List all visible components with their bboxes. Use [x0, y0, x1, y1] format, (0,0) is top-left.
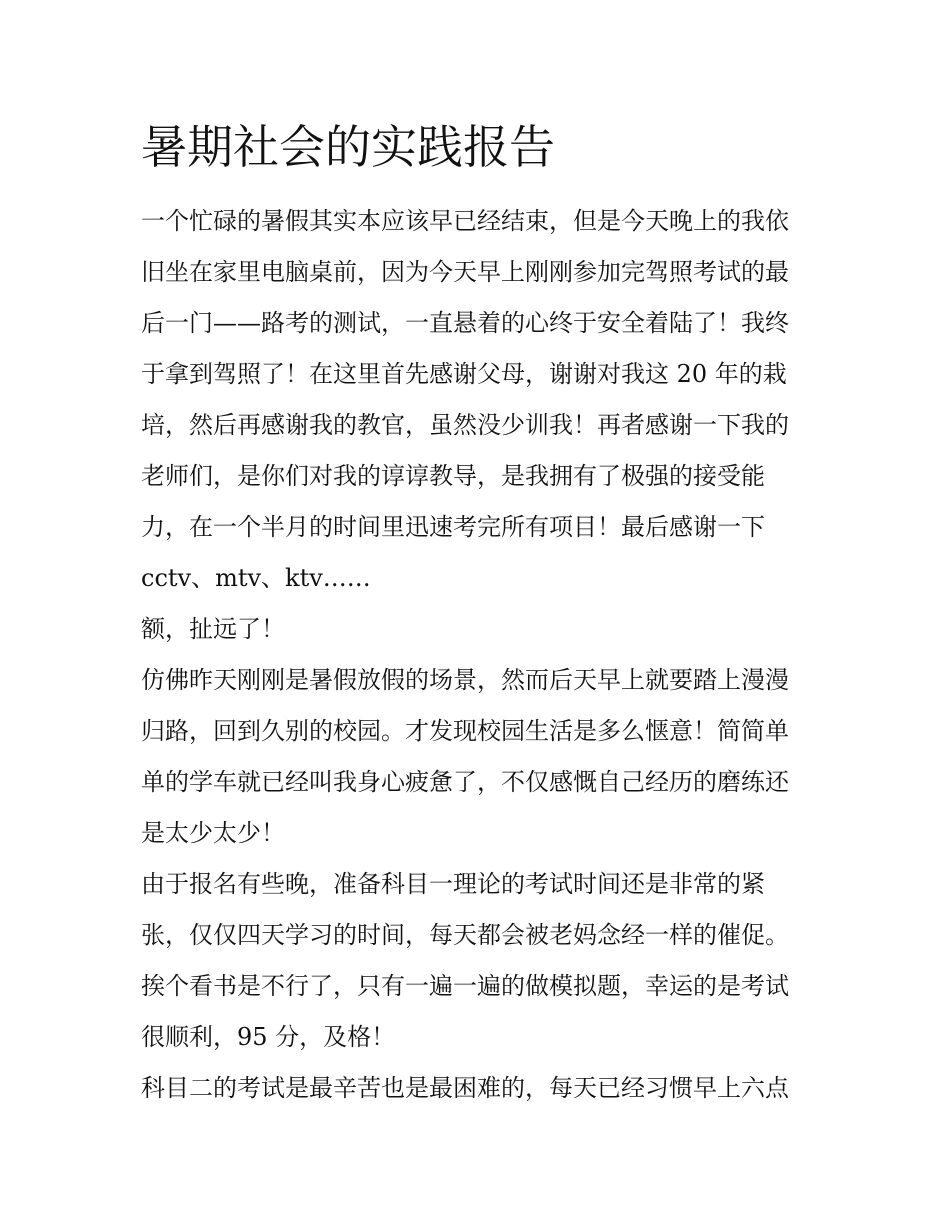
body-line: 于拿到驾照了！在这里首先感谢父母，谢谢对我这 20 年的栽	[141, 360, 787, 388]
body-line: 挨个看书是不行了，只有一遍一遍的做模拟题，幸运的是考试	[141, 972, 789, 1000]
document-body	[141, 196, 821, 1114]
body-line: 老师们，是你们对我的谆谆教导，是我拥有了极强的接受能	[141, 462, 765, 490]
document-title: 暑期社会的实践报告	[141, 120, 555, 174]
body-line: 是太少太少！	[141, 819, 285, 847]
body-line: 科目二的考试是最辛苦也是最困难的，每天已经习惯早上六点	[141, 1074, 789, 1102]
body-line: 归路，回到久别的校园。才发现校园生活是多么惬意！简简单	[141, 717, 789, 745]
body-line: 由于报名有些晚，准备科目一理论的考试时间还是非常的紧	[141, 870, 765, 898]
body-line: 力，在一个半月的时间里迅速考完所有项目！最后感谢一下	[141, 513, 765, 541]
body-line: 单的学车就已经叫我身心疲惫了，不仅感慨自己经历的磨练还	[141, 768, 789, 796]
body-line: cctv、mtv、ktv……	[141, 564, 371, 592]
body-line: 仿佛昨天刚刚是暑假放假的场景，然而后天早上就要踏上漫漫	[141, 666, 789, 694]
body-line: 一个忙碌的暑假其实本应该早已经结束，但是今天晚上的我依	[141, 207, 789, 235]
body-line: 培，然后再感谢我的教官，虽然没少训我！再者感谢一下我的	[141, 411, 789, 439]
body-line: 后一门——路考的测试，一直悬着的心终于安全着陆了！我终	[141, 309, 789, 337]
body-line: 张，仅仅四天学习的时间，每天都会被老妈念经一样的催促。	[141, 921, 789, 949]
body-line: 很顺利，95 分，及格！	[141, 1023, 396, 1051]
body-line: 额，扯远了！	[141, 615, 285, 643]
body-line: 旧坐在家里电脑桌前，因为今天早上刚刚参加完驾照考试的最	[141, 258, 789, 286]
